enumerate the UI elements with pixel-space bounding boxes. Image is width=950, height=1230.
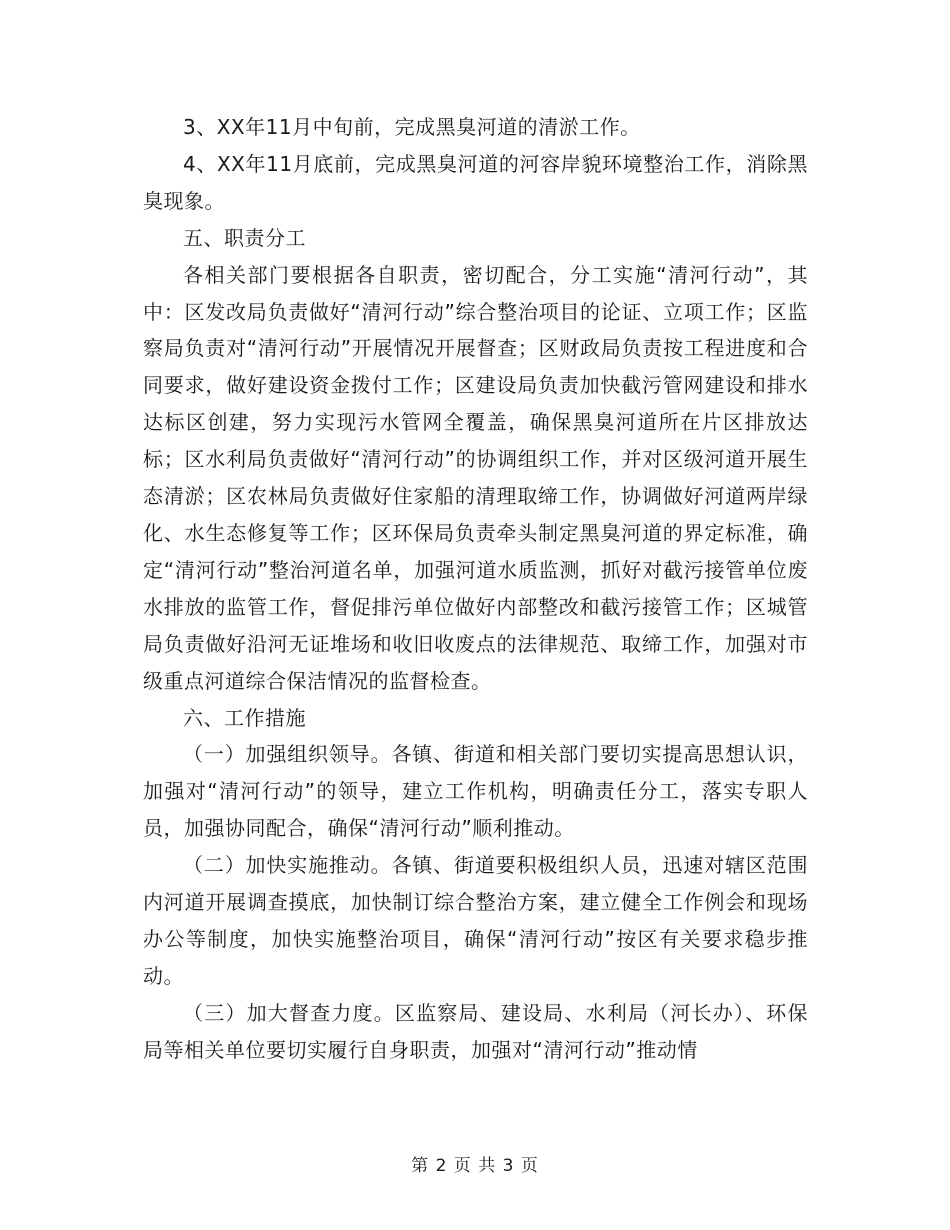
document-body	[143, 109, 808, 1069]
paragraph-item-4: 4、XX年11月底前，完成黑臭河道的河容岸貌环境整治工作，消除黑臭现象。	[143, 151, 808, 213]
page-number-footer: 第 2 页 共 3 页	[411, 1156, 539, 1176]
paragraph-measure-3: （三）加大督查力度。区监察局、建设局、水利局（河长办）、环保局等相关单位要切实履行自身职责，加强对“清河行动”推动情	[143, 1000, 808, 1062]
paragraph-item-3: 3、XX年11月中旬前，完成黑臭河道的清淤工作。	[183, 115, 641, 139]
paragraph-measure-2: （二）加快实施推动。各镇、街道要积极组织人员，迅速对辖区范围内河道开展调查摸底，加快制订综合整治方案，建立健全工作例会和现场办公等制度，加快实施整治项目，确保“清河行动”按区有关要求稳步推动。	[143, 853, 808, 988]
section-heading-duties: 五、职责分工	[183, 225, 306, 250]
paragraph-measure-1: （一）加强组织领导。各镇、街道和相关部门要切实提高思想认识，加强对“清河行动”的领导，建立工作机构，明确责任分工，落实专职人员，加强协同配合，确保“清河行动”顺利推动。	[143, 742, 808, 841]
paragraph-duties: 各相关部门要根据各自职责，密切配合，分工实施“清河行动”，其中：区发改局负责做好“清河行动”综合整治项目的论证、立项工作；区监察局负责对“清河行动”开展情况开展督查；区财政局负责按工程进度和合同要求，做好建设资金拨付工作；区建设局负责加快截污管网建设和排水达标区创建，努力实现污水管网全覆盖，确保黑臭河道所在片区排放达标；区水利局负责做好“清河行动”的协调组织工作，并对区级河道开展生态清淤；区农林局负责做好住家船的清理取缔工作，协调做好河道两岸绿化、水生态修复等工作；区环保局负责牵头制定黑臭河道的界定标准，确定“清河行动”整治河道名单，加强河道水质监测，抓好对截污接管单位废水排放的监管工作，督促排污单位做好内部整改和截污接管工作；区城管局负责做好沿河无证堆场和收旧收废点的法律规范、取缔工作，加强对市级重点河道综合保洁情况的监督检查。	[143, 262, 808, 693]
section-heading-measures: 六、工作措施	[183, 705, 306, 730]
